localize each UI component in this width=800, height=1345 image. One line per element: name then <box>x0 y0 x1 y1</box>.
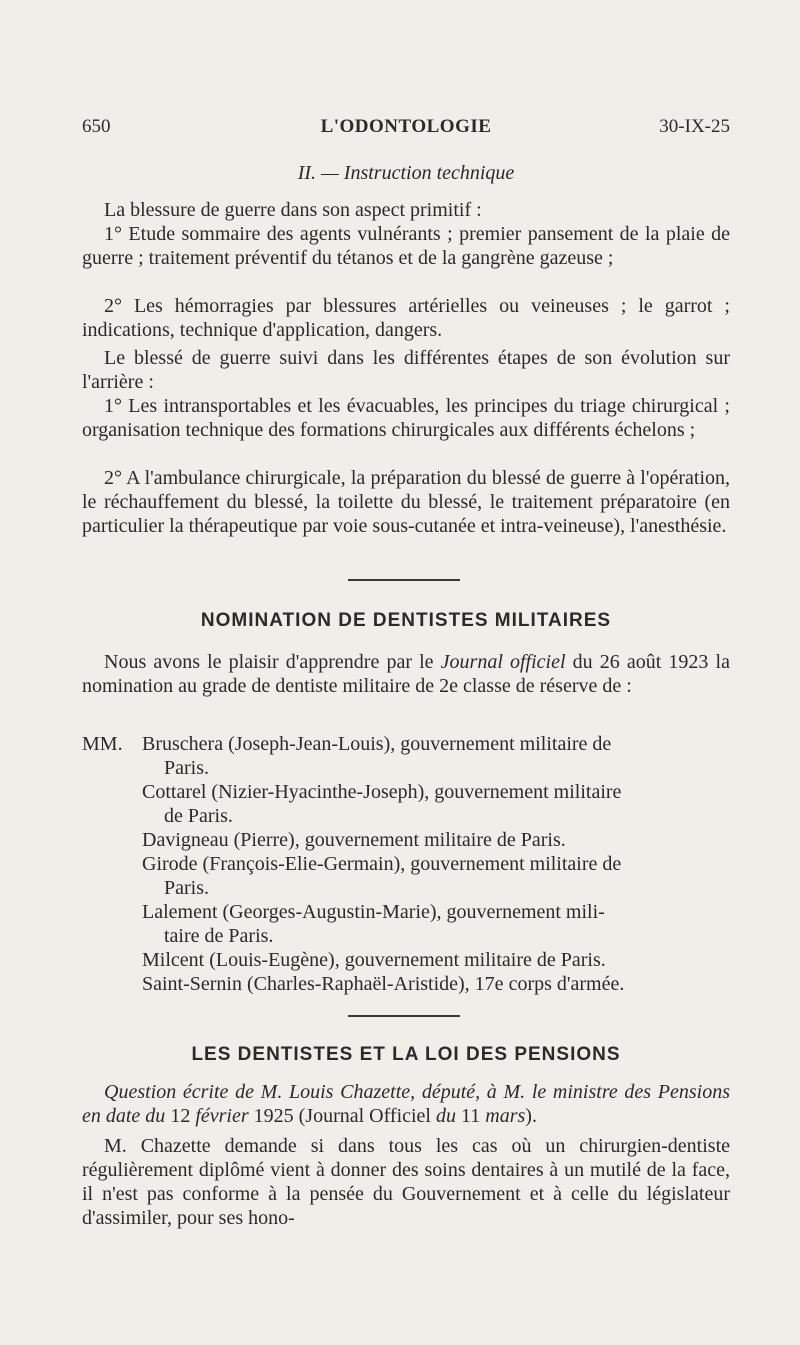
separator-rule <box>348 1015 460 1017</box>
page-number: 650 <box>82 116 111 137</box>
section-heading: NOMINATION DE DENTISTES MILITAIRES <box>200 610 612 631</box>
paragraph: 2° Les hémorragies par blessures artérielles ou veineuses ; le garrot ; indications, technique d'application, dangers. <box>82 295 730 341</box>
question-reference: Question écrite de M. Louis Chazette, député, à M. le ministre des Pensions en date du 12 février 1925 (Journal Officiel du 11 mars). <box>82 1081 730 1127</box>
paragraph: Nous avons le plaisir d'apprendre par le Journal officiel du 26 août 1923 la nomination au grade de dentiste militaire de 2e classe de réserve de : <box>82 651 730 697</box>
journal-title: L'ODONTOLOGIE <box>320 116 492 137</box>
paragraph: Le blessé de guerre suivi dans les différentes étapes de son évolution sur l'arrière : <box>82 347 730 393</box>
list-item: Lalement (Georges-Augustin-Marie), gouvernement mili- taire de Paris. <box>142 901 605 947</box>
paragraph: 1° Etude sommaire des agents vulnérants ; premier pansement de la plaie de guerre ; traitement préventif du tétanos et de la gangrène gazeuse ; <box>82 223 730 269</box>
running-header <box>82 116 730 142</box>
list-item: Cottarel (Nizier-Hyacinthe-Joseph), gouvernement militaire de Paris. <box>142 781 622 827</box>
list-item: Saint-Sernin (Charles-Raphaël-Aristide), 17e corps d'armée. <box>142 973 625 995</box>
separator-rule <box>348 579 460 581</box>
paragraph: M. Chazette demande si dans tous les cas où un chirurgien-dentiste régulièrement diplômé vient à donner des soins dentaires à un mutilé de la face, il n'est pas conforme à la pensée du Gouvernement et à celle du législateur d'assimiler, pour ses hono- <box>82 1135 730 1229</box>
list-item: Girode (François-Elie-Germain), gouvernement militaire de Paris. <box>142 853 622 899</box>
paragraph: 1° Les intransportables et les évacuables, les principes du triage chirurgical ; organisation technique des formations chirurgicales aux différents échelons ; <box>82 395 730 441</box>
paragraph: 2° A l'ambulance chirurgicale, la préparation du blessé de guerre à l'opération, le réchauffement du blessé, la toilette du blessé, le traitement préparatoire (en particulier la thérapeutique par voie sous-cutanée et intra-veineuse), l'anesthésie. <box>82 467 730 537</box>
section-heading: LES DENTISTES ET LA LOI DES PENSIONS <box>191 1044 621 1065</box>
section-title: II. — Instruction technique <box>297 162 515 184</box>
mm-label: MM. <box>82 733 123 755</box>
list-item: Bruschera (Joseph-Jean-Louis), gouvernement militaire de Paris. <box>142 733 612 779</box>
list-item: Milcent (Louis-Eugène), gouvernement militaire de Paris. <box>142 949 606 971</box>
issue-date: 30-IX-25 <box>659 116 730 137</box>
list-item: Davigneau (Pierre), gouvernement militaire de Paris. <box>142 829 566 851</box>
paragraph: La blessure de guerre dans son aspect primitif : <box>104 199 482 221</box>
